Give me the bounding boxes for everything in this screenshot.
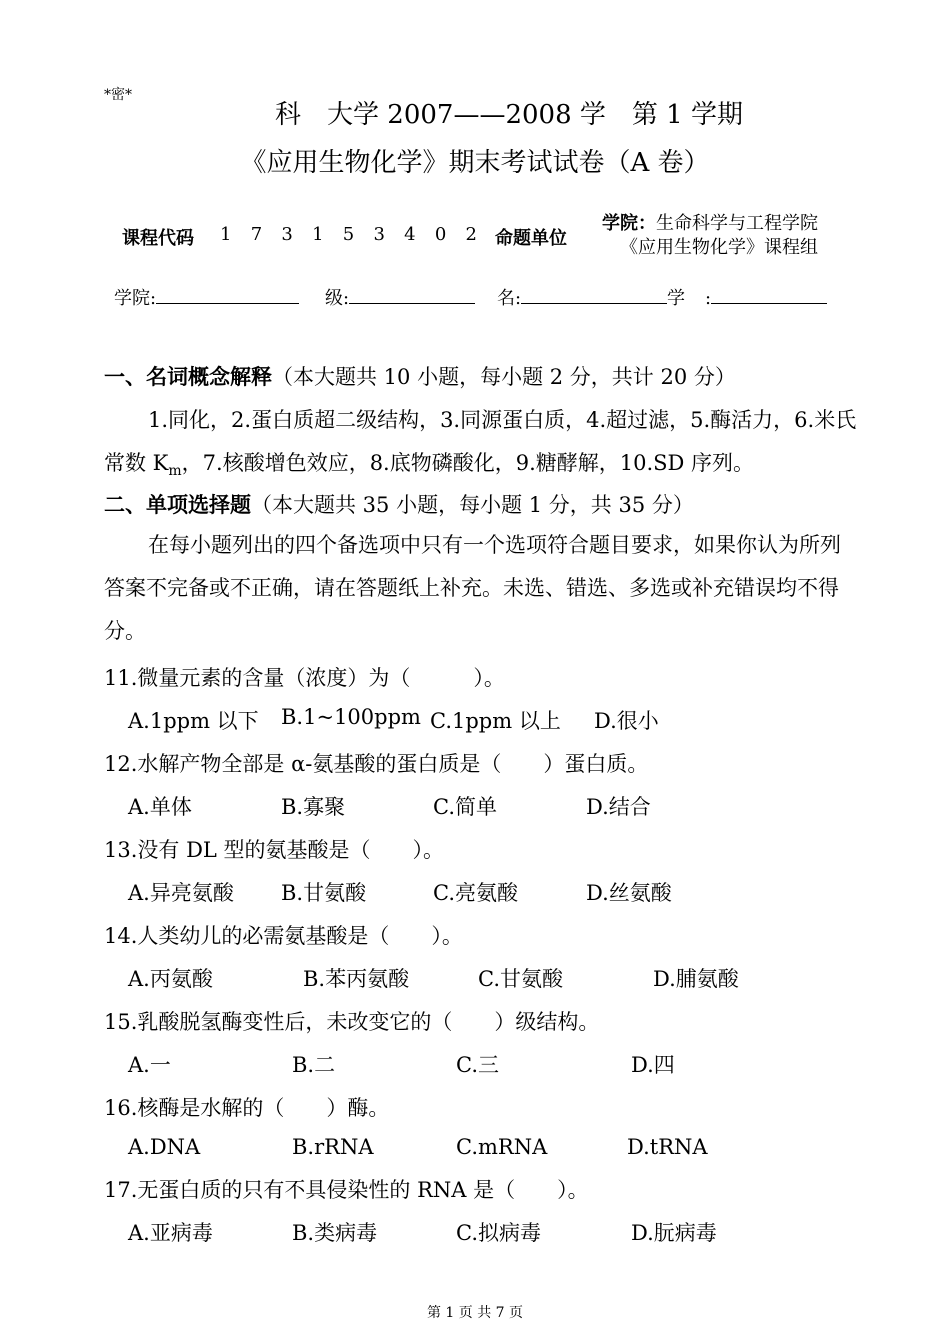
option-c: C.mRNA <box>456 1135 548 1159</box>
terms-line2-a: 常数 K <box>104 451 169 475</box>
option-a: A.一 <box>128 1053 171 1077</box>
section1-heading-line <box>104 361 736 391</box>
option-c: C.简单 <box>433 795 497 819</box>
name-field-label: 名: <box>497 288 522 309</box>
code-digit: 3 <box>281 224 293 245</box>
code-digit: 0 <box>434 224 447 245</box>
unit-value <box>602 212 818 260</box>
exam-title-line1: 科 大学 2007——2008 学 第 1 学期 <box>275 100 743 130</box>
option-d: D.结合 <box>586 795 651 819</box>
code-digit: 4 <box>404 224 416 245</box>
option-b: B.类病毒 <box>292 1221 378 1245</box>
km-subscript: m <box>168 463 182 480</box>
option-a: A.丙氨酸 <box>128 967 213 991</box>
option-c: C.1ppm 以上 <box>430 709 561 733</box>
class-field <box>325 284 475 310</box>
code-digit: 5 <box>342 224 355 245</box>
course-code-digits <box>220 224 496 245</box>
option-a: A.单体 <box>128 795 192 819</box>
option-d: D.朊病毒 <box>631 1221 717 1245</box>
section1-heading: 一、名词概念解释 <box>104 364 272 389</box>
id-blank[interactable] <box>711 285 827 304</box>
code-digit: 1 <box>220 224 232 245</box>
unit-group: 《应用生物化学》课程组 <box>620 237 818 258</box>
section2-instruction: 在每小题列出的四个备选项中只有一个选项符合题目要求，如果你认为所列答案不完备或不正确，请在答题纸上补充。未选、错选、多选或补充错误均不得分。 <box>104 533 841 643</box>
college-blank[interactable] <box>156 285 299 304</box>
course-code-label: 课程代码 <box>122 228 194 249</box>
unit-college-label: 学院： <box>602 213 656 234</box>
name-field <box>497 284 667 310</box>
option-c: C.甘氨酸 <box>478 967 563 991</box>
terms-line2-b: ，7.核酸增色效应，8.底物磷酸化，9.糖酵解，10.SD 序列。 <box>181 451 755 475</box>
college-field <box>114 284 299 310</box>
question-15: 15.乳酸脱氢酶变性后，未改变它的（ ）级结构。 <box>104 1010 600 1034</box>
option-c: C.拟病毒 <box>456 1221 541 1245</box>
question-14: 14.人类幼儿的必需氨基酸是（ ）。 <box>104 924 463 948</box>
id-field-label-b: : <box>705 288 712 309</box>
option-d: D.很小 <box>594 709 659 733</box>
option-a: A.异亮氨酸 <box>128 881 234 905</box>
question-12: 12.水解产物全部是 α-氨基酸的蛋白质是（ ）蛋白质。 <box>104 752 649 776</box>
section1-terms-line2 <box>104 447 754 479</box>
page-footer: 第 1 页 共 7 页 <box>426 1305 524 1321</box>
question-13: 13.没有 DL 型的氨基酸是（ ）。 <box>104 838 445 862</box>
unit-college-value: 生命科学与工程学院 <box>656 213 818 234</box>
college-field-label: 学院: <box>114 288 157 309</box>
option-d: D.四 <box>631 1053 675 1077</box>
exam-title-line2: 《应用生物化学》期末考试试卷（A 卷） <box>240 148 710 178</box>
option-d: D.丝氨酸 <box>586 881 672 905</box>
code-digit: 3 <box>373 224 385 245</box>
option-b: B.苯丙氨酸 <box>303 967 410 991</box>
option-b: B.寡聚 <box>281 795 346 819</box>
section2-heading-line <box>104 489 694 519</box>
option-d: D.脯氨酸 <box>653 967 739 991</box>
id-field-label-a: 学 <box>667 288 685 309</box>
id-field <box>667 284 827 310</box>
class-field-label: 级: <box>325 288 350 309</box>
option-b: B.甘氨酸 <box>281 881 367 905</box>
question-16: 16.核酶是水解的（ ）酶。 <box>104 1096 390 1120</box>
option-c: C.亮氨酸 <box>433 881 518 905</box>
code-digit: 1 <box>312 224 324 245</box>
code-digit: 7 <box>250 224 263 245</box>
option-a: A.1ppm 以下 <box>128 709 259 733</box>
class-blank[interactable] <box>349 285 475 304</box>
option-d: D.tRNA <box>627 1135 708 1159</box>
section2-heading: 二、单项选择题 <box>104 492 251 517</box>
option-b: B.rRNA <box>292 1135 374 1159</box>
question-17: 17.无蛋白质的只有不具侵染性的 RNA 是（ ）。 <box>104 1178 589 1202</box>
secret-mark: *密* <box>104 87 132 103</box>
name-blank[interactable] <box>521 285 667 304</box>
unit-label: 命题单位 <box>495 228 567 249</box>
code-digit: 2 <box>465 224 477 245</box>
option-a: A.DNA <box>128 1135 201 1159</box>
option-b: B.1~100ppm <box>281 705 421 729</box>
question-11: 11.微量元素的含量（浓度）为（ ）。 <box>104 666 505 690</box>
option-c: C.三 <box>456 1053 499 1077</box>
option-a: A.亚病毒 <box>128 1221 213 1245</box>
section1-note: （本大题共 10 小题，每小题 2 分，共计 20 分） <box>272 365 736 389</box>
section2-note: （本大题共 35 小题，每小题 1 分，共 35 分） <box>251 493 694 517</box>
option-b: B.二 <box>292 1053 336 1077</box>
section1-terms-line1: 1.同化，2.蛋白质超二级结构，3.同源蛋白质，4.超过滤，5.酶活力，6.米氏 <box>148 408 857 432</box>
